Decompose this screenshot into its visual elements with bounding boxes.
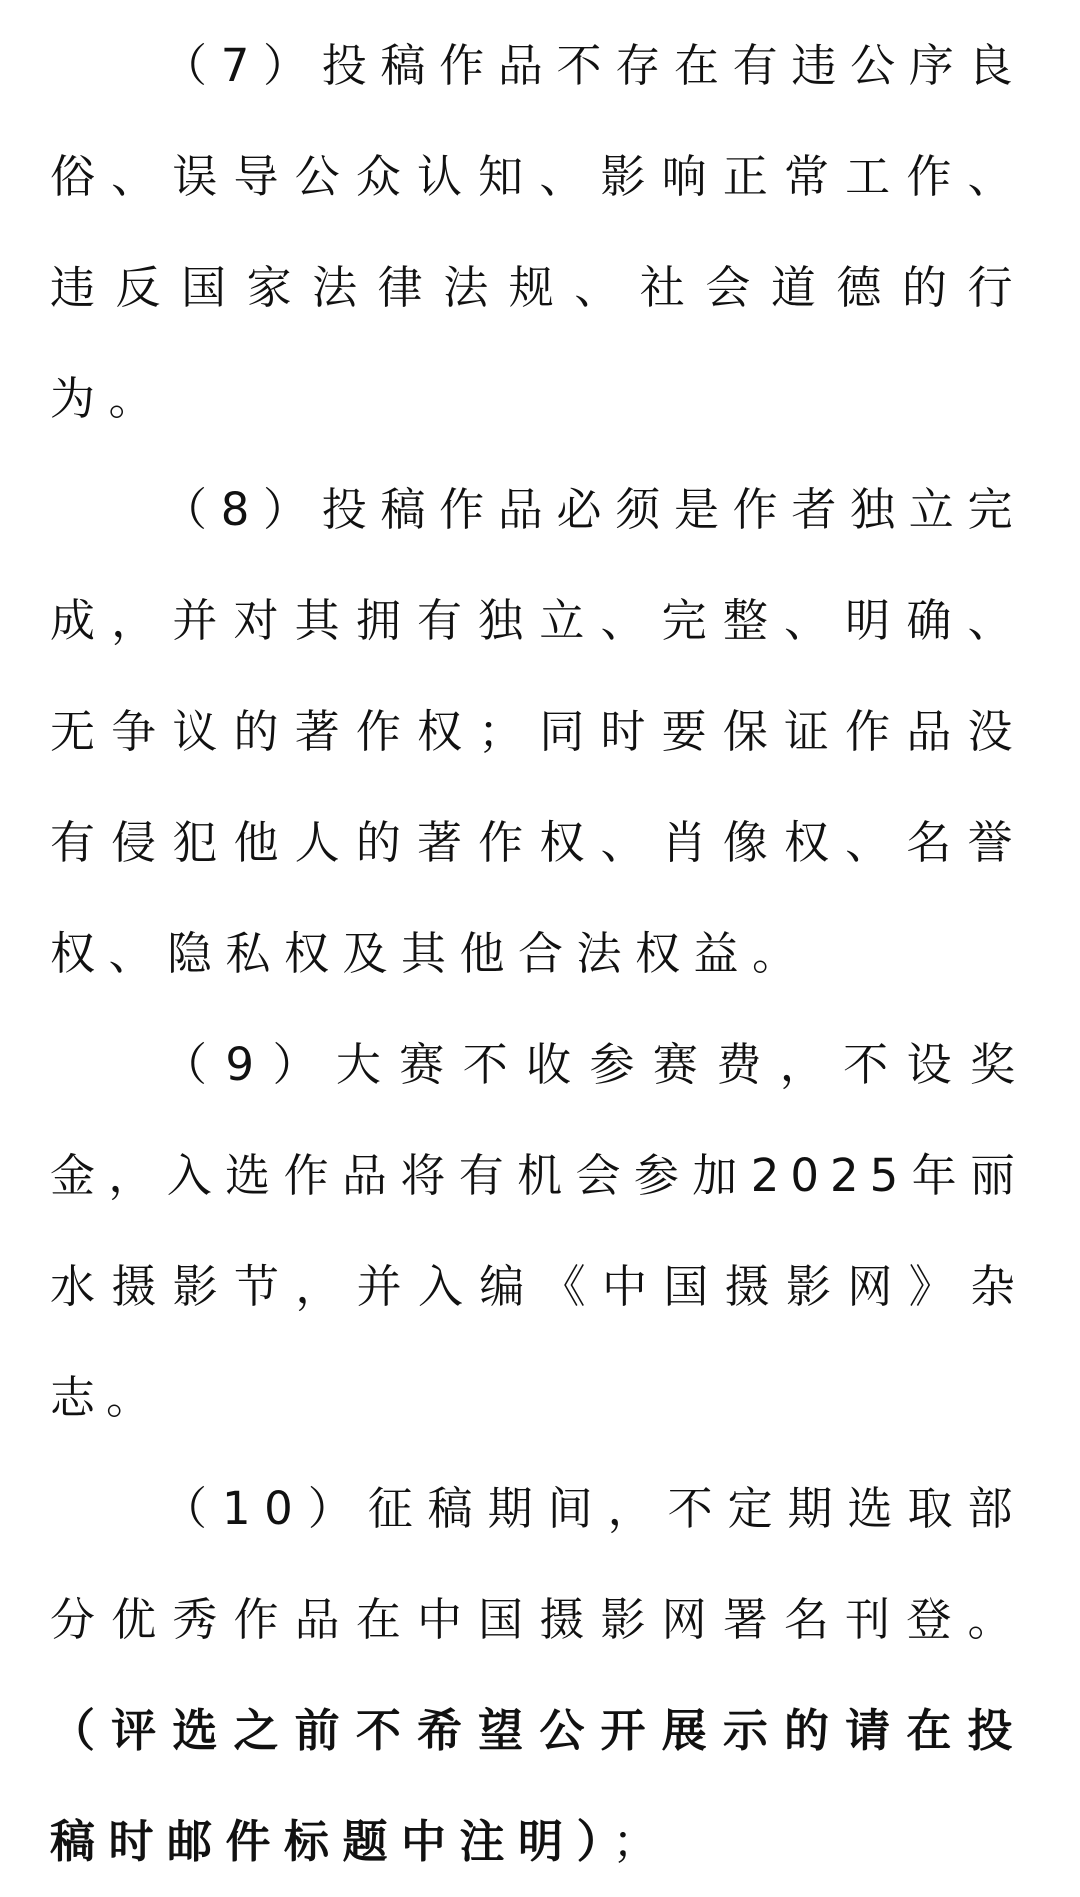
paragraph-item-10: [50, 1453, 1026, 1897]
paragraph-7-text: （7）投稿作品不存在有违公序良俗、误导公众认知、影响正常工作、违反国家法律法规、社会道德的行为。: [50, 39, 1026, 425]
paragraph-9-text: （9）大赛不收参赛费，不设奖金，入选作品将有机会参加2025年丽水摄影节，并入编《中国摄影网》杂志。: [50, 1038, 1026, 1424]
paragraph-10-end-punctuation: ；: [612, 1815, 672, 1868]
document-body: [50, 10, 1026, 1897]
paragraph-10-text: （10）征稿期间，不定期选取部分优秀作品在中国摄影网署名刊登。: [50, 1482, 1026, 1646]
paragraph-item-8: [50, 454, 1026, 1009]
paragraph-item-7: [50, 10, 1026, 454]
paragraph-8-text: （8）投稿作品必须是作者独立完成，并对其拥有独立、完整、明确、无争议的著作权；同时要保证作品没有侵犯他人的著作权、肖像权、名誉权、隐私权及其他合法权益。: [50, 483, 1026, 980]
paragraph-item-9: [50, 1009, 1026, 1453]
paragraph-10-bold-note: （评选之前不希望公开展示的请在投稿时邮件标题中注明）: [50, 1704, 1026, 1868]
